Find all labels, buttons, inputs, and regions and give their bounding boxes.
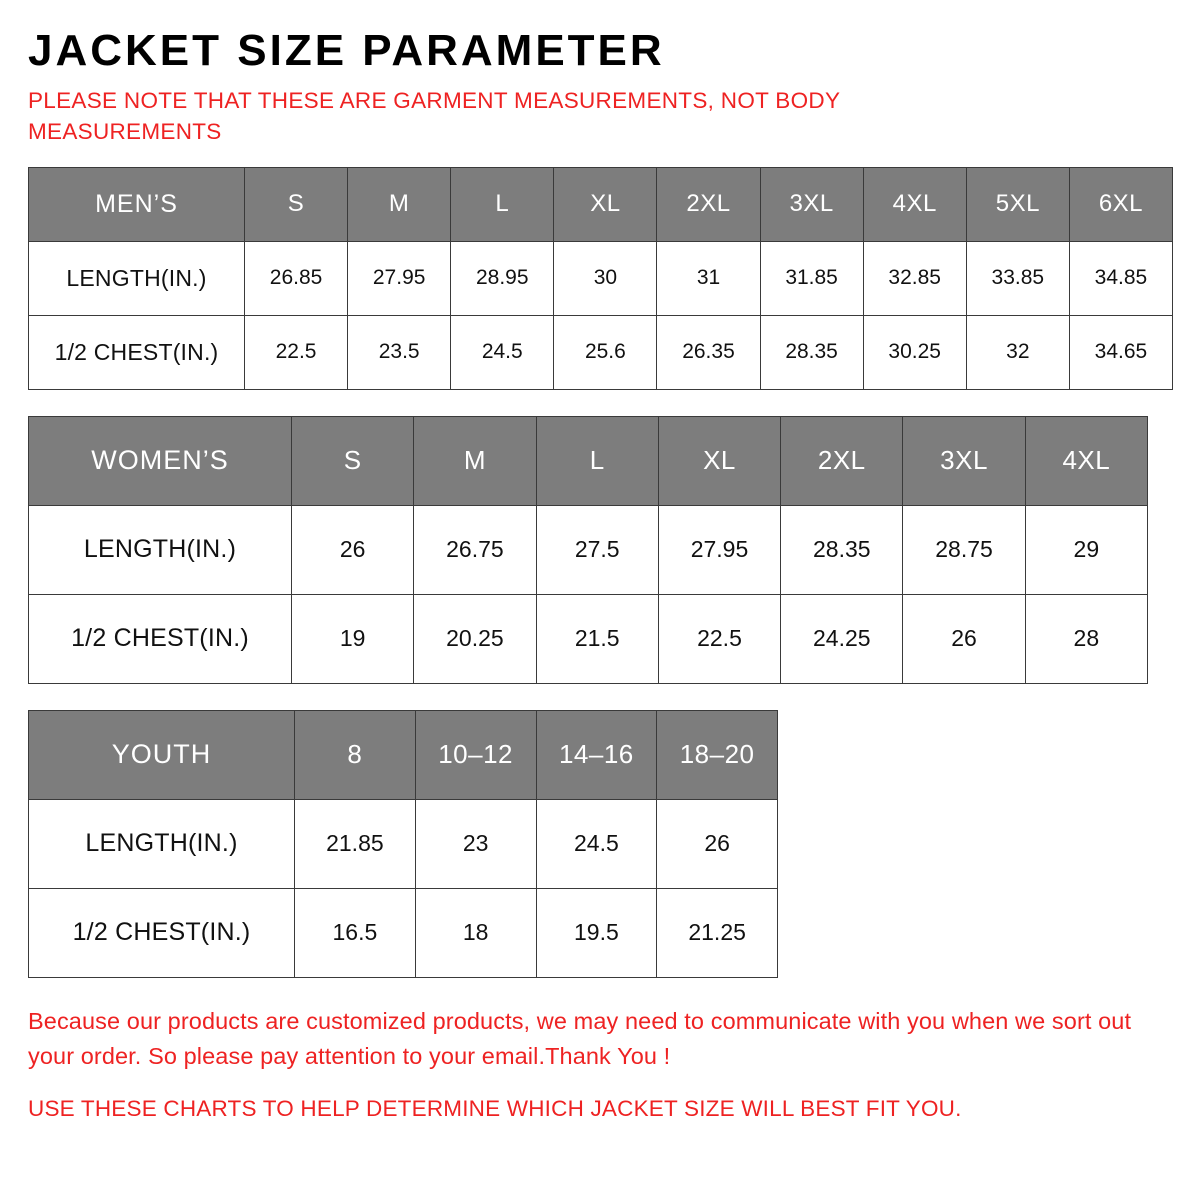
column-header-size: S: [245, 167, 348, 241]
column-header-size: 14–16: [536, 710, 657, 799]
measurement-cell: 34.65: [1069, 315, 1172, 389]
measurement-cell: 26: [903, 594, 1025, 683]
measurement-cell: 24.5: [451, 315, 554, 389]
measurement-cell: 27.95: [658, 505, 780, 594]
measurement-cell: 29: [1025, 505, 1147, 594]
measurement-cell: 23.5: [348, 315, 451, 389]
measurement-cell: 28: [1025, 594, 1147, 683]
row-label: LENGTH(IN.): [29, 241, 245, 315]
column-header-size: L: [451, 167, 554, 241]
table-row: [29, 315, 1173, 389]
row-label: LENGTH(IN.): [29, 799, 295, 888]
mens-size-table: [28, 167, 1173, 390]
measurement-cell: 21.25: [657, 888, 778, 977]
measurement-cell: 19: [292, 594, 414, 683]
column-header-size: XL: [658, 416, 780, 505]
column-header-size: 8: [295, 710, 416, 799]
measurement-cell: 21.85: [295, 799, 416, 888]
measurement-cell: 28.75: [903, 505, 1025, 594]
measurement-cell: 22.5: [658, 594, 780, 683]
measurement-cell: 23: [415, 799, 536, 888]
column-header-size: M: [414, 416, 536, 505]
table-row: [29, 799, 778, 888]
measurement-cell: 33.85: [966, 241, 1069, 315]
measurement-cell: 24.25: [781, 594, 903, 683]
table-header-row: [29, 710, 778, 799]
table-row: [29, 888, 778, 977]
measurement-cell: 20.25: [414, 594, 536, 683]
measurement-cell: 21.5: [536, 594, 658, 683]
table-row: [29, 505, 1148, 594]
garment-measurement-note: PLEASE NOTE THAT THESE ARE GARMENT MEASUREMENTS, NOT BODY MEASUREMENTS: [28, 88, 840, 144]
column-header-size: 2XL: [657, 167, 760, 241]
table-corner-label: WOMEN’S: [29, 416, 292, 505]
measurement-cell: 27.5: [536, 505, 658, 594]
measurement-cell: 27.95: [348, 241, 451, 315]
row-label: 1/2 CHEST(IN.): [29, 594, 292, 683]
column-header-size: 2XL: [781, 416, 903, 505]
measurement-cell: 26: [657, 799, 778, 888]
column-header-size: 3XL: [903, 416, 1025, 505]
table-corner-label: YOUTH: [29, 710, 295, 799]
column-header-size: M: [348, 167, 451, 241]
measurement-cell: 26: [292, 505, 414, 594]
column-header-size: 18–20: [657, 710, 778, 799]
womens-table-body: [29, 416, 1148, 683]
measurement-cell: 24.5: [536, 799, 657, 888]
measurement-cell: 16.5: [295, 888, 416, 977]
measurement-cell: 18: [415, 888, 536, 977]
measurement-cell: 25.6: [554, 315, 657, 389]
table-row: [29, 594, 1148, 683]
womens-size-table: [28, 416, 1148, 684]
table-header-row: [29, 167, 1173, 241]
youth-table-body: [29, 710, 778, 977]
measurement-cell: 26.35: [657, 315, 760, 389]
measurement-cell: 19.5: [536, 888, 657, 977]
column-header-size: XL: [554, 167, 657, 241]
measurement-cell: 31.85: [760, 241, 863, 315]
measurement-cell: 32.85: [863, 241, 966, 315]
measurement-cell: 26.85: [245, 241, 348, 315]
column-header-size: S: [292, 416, 414, 505]
youth-size-table: [28, 710, 778, 978]
measurement-cell: 28.35: [781, 505, 903, 594]
table-row: [29, 241, 1173, 315]
row-label: LENGTH(IN.): [29, 505, 292, 594]
column-header-size: 6XL: [1069, 167, 1172, 241]
measurement-cell: 22.5: [245, 315, 348, 389]
table-corner-label: MEN’S: [29, 167, 245, 241]
row-label: 1/2 CHEST(IN.): [29, 315, 245, 389]
table-header-row: [29, 416, 1148, 505]
column-header-size: 10–12: [415, 710, 536, 799]
column-header-size: 3XL: [760, 167, 863, 241]
measurement-cell: 30: [554, 241, 657, 315]
customization-note: Because our products are customized products, we may need to communicate with you when we sort out your order. So please pay attention to your email.Thank You !: [28, 1007, 1132, 1070]
page-title: JACKET SIZE PARAMETER: [28, 26, 665, 75]
chart-usage-note: USE THESE CHARTS TO HELP DETERMINE WHICH JACKET SIZE WILL BEST FIT YOU.: [28, 1096, 962, 1122]
column-header-size: 5XL: [966, 167, 1069, 241]
column-header-size: L: [536, 416, 658, 505]
measurement-cell: 31: [657, 241, 760, 315]
measurement-cell: 34.85: [1069, 241, 1172, 315]
measurement-cell: 26.75: [414, 505, 536, 594]
measurement-cell: 30.25: [863, 315, 966, 389]
column-header-size: 4XL: [863, 167, 966, 241]
measurement-cell: 28.35: [760, 315, 863, 389]
row-label: 1/2 CHEST(IN.): [29, 888, 295, 977]
mens-table-body: [29, 167, 1173, 389]
measurement-cell: 32: [966, 315, 1069, 389]
column-header-size: 4XL: [1025, 416, 1147, 505]
measurement-cell: 28.95: [451, 241, 554, 315]
